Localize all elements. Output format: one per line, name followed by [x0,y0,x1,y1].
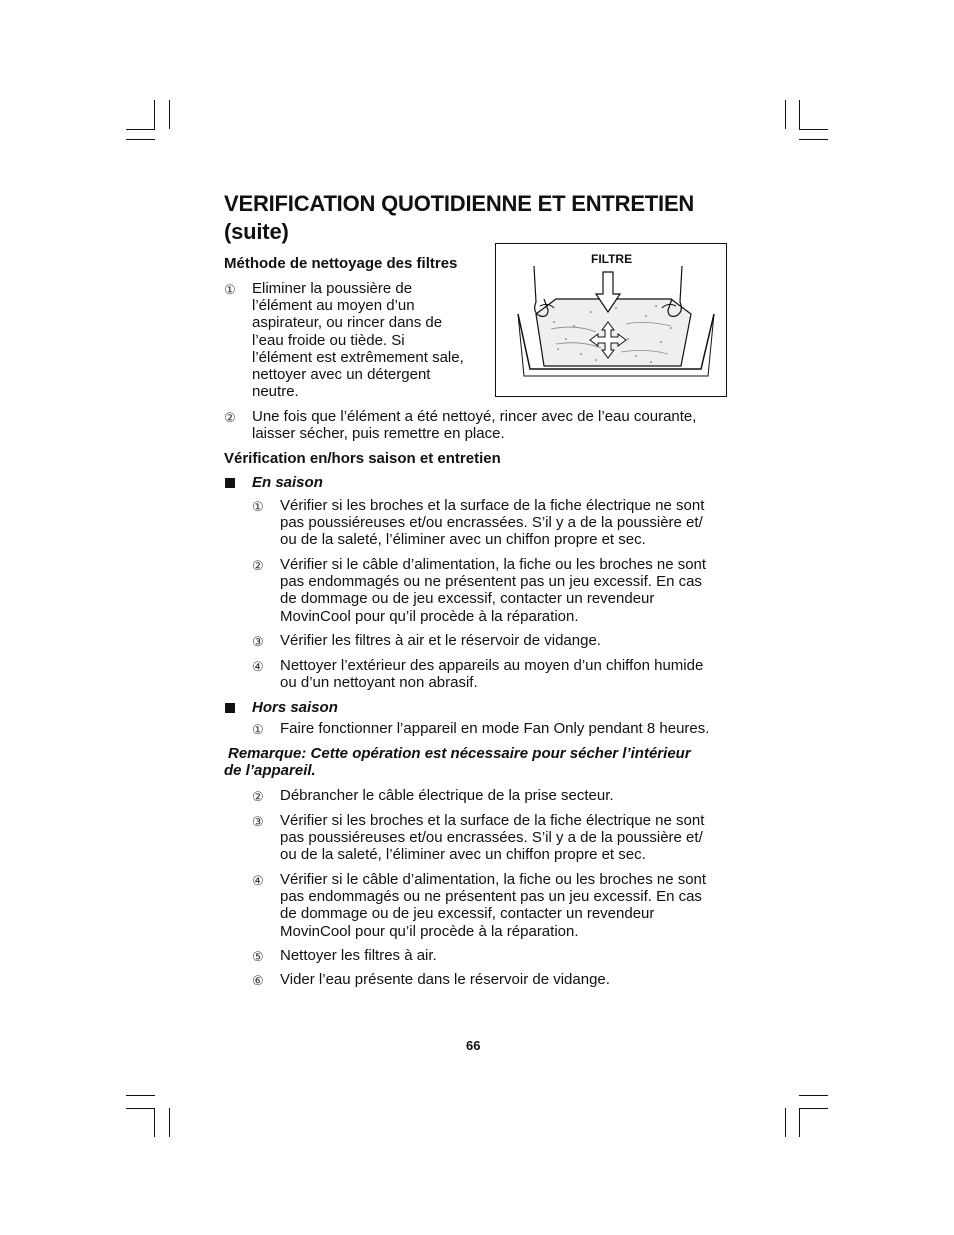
step-marker: ② [252,789,264,804]
figure-label: FILTRE [591,252,633,266]
off-season-label: Hors saison [252,699,338,716]
off-season-item-4: Vérifier si le câble d’alimentation, la fiche ou les broches ne sont pas endommagés ou ne présentent pas un jeu excessif. En cas de dommage ou de jeu excessif, contacter un revendeur MovinCool pour qu’il procède à la réparation. [280,871,707,940]
bullet-square-icon [225,478,235,488]
step-marker: ⑤ [252,949,264,964]
in-season-item-4: Nettoyer l’extérieur des appareils au moyen d’un chiffon humide ou d’un nettoyant non abrasif. [280,657,704,692]
step-marker: ④ [252,873,264,888]
filter-step-1-text: Eliminer la poussière de l’élément au moyen d’un aspirateur, ou rincer dans de l’eau froide ou tiède. Si l’élément est extrêmement sale, nettoyer avec un détergent neutre. [252,280,464,401]
step-marker: ④ [252,659,264,674]
in-season-label: En saison [252,474,323,491]
page-title: VERIFICATION QUOTIDIENNE ET ENTRETIEN (suite) [224,191,695,244]
off-season-item-3: Vérifier si les broches et la surface de la fiche électrique ne sont pas poussiéreuses et/ou encrassées. S’il y a de la poussière et/ ou de la saleté, l’éliminer avec un chiffon propre et sec. [280,812,705,864]
step-marker: ③ [252,814,264,829]
in-season-item-1: Vérifier si les broches et la surface de la fiche électrique ne sont pas poussiéreuses et/ou encrassées. S’il y a de la poussière et/ ou de la saleté, l’éliminer avec un chiffon propre et sec. [280,497,705,549]
filter-section-heading: Méthode de nettoyage des filtres [224,255,458,272]
off-season-item-1: Faire fonctionner l’appareil en mode Fan Only pendant 8 heures. [280,720,710,737]
step-marker: ② [252,558,264,573]
bullet-square-icon [225,703,235,713]
off-season-item-2: Débrancher le câble électrique de la prise secteur. [280,787,614,804]
step-marker: ② [224,410,236,425]
step-marker: ① [224,282,236,297]
filter-drawing [496,244,726,396]
in-season-item-2: Vérifier si le câble d’alimentation, la fiche ou les broches ne sont pas endommagés ou ne présentent pas un jeu excessif. En cas de dommage ou de jeu excessif, contacter un revendeur MovinCool pour qu’il procède à la réparation. [280,556,707,625]
step-marker: ① [252,722,264,737]
off-season-item-5: Nettoyer les filtres à air. [280,947,437,964]
filter-step-2-text: Une fois que l’élément a été nettoyé, rincer avec de l’eau courante, laisser sécher, puis remettre en place. [252,408,697,443]
remark-note: Remarque: Cette opération est nécessaire pour sécher l’intérieur de l’appareil. [224,745,691,780]
step-marker: ⑥ [252,973,264,988]
step-marker: ① [252,499,264,514]
step-marker: ③ [252,634,264,649]
page-number: 66 [466,1038,481,1053]
in-season-item-3: Vérifier les filtres à air et le réservoir de vidange. [280,632,601,649]
filter-illustration [495,243,727,397]
off-season-item-6: Vider l’eau présente dans le réservoir de vidange. [280,971,610,988]
season-section-heading: Vérification en/hors saison et entretien [224,450,501,467]
